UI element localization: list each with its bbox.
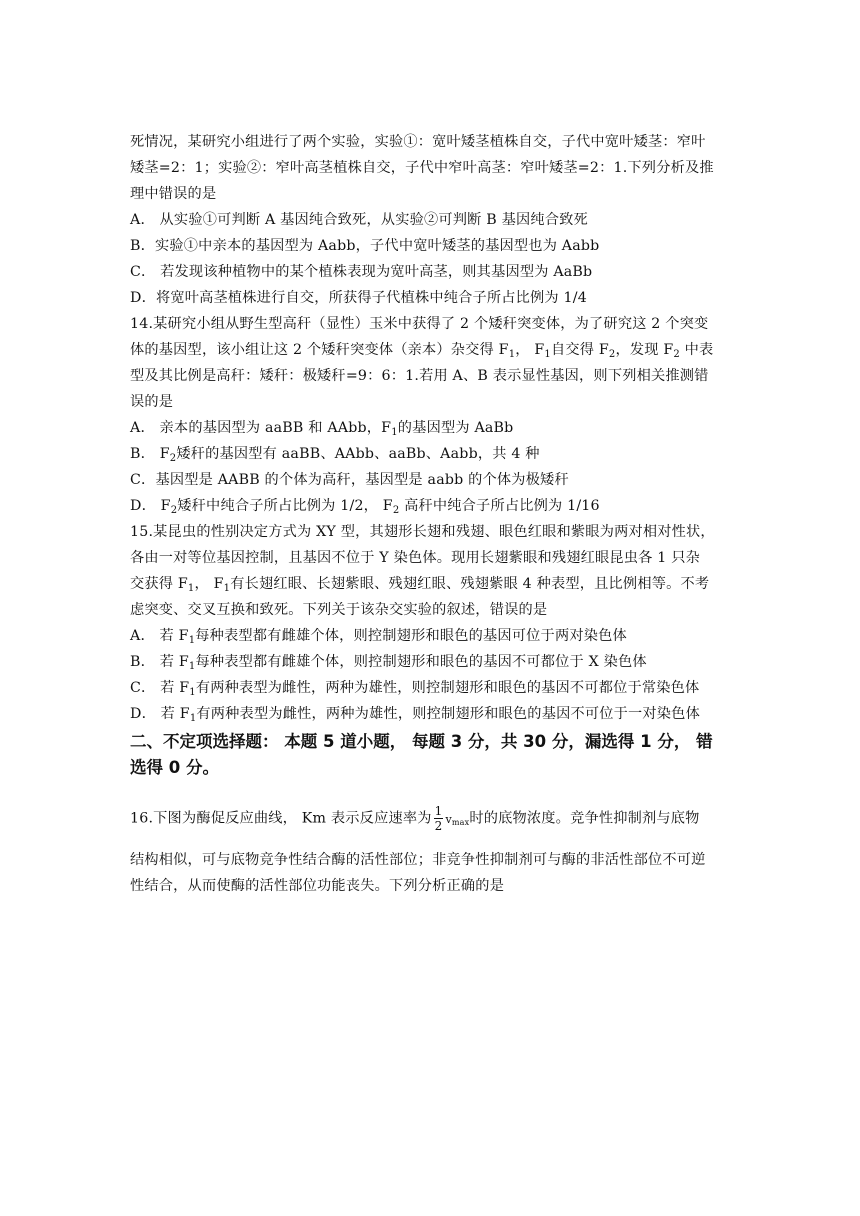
option-b: B．实验①中亲本的基因型为 Aabb，子代中宽叶矮茎的基因型也为 Aabb (130, 238, 600, 254)
question-14: 14.某研究小组从野生型高秆（显性）玉米中获得了 2 个矮秆突变体，为了研究这 2 个突变 (130, 316, 709, 332)
question-15: 15.某昆虫的性别决定方式为 XY 型，其翅形长翅和残翅、眼色红眼和紫眼为两对相对性状， (130, 524, 715, 540)
fraction: $\frac{1}{2}$ (434, 804, 443, 833)
option-c: C． 若发现该种植物中的某个植株表现为宽叶高茎，则其基因型为 AaBb (130, 264, 593, 280)
section-heading: 二、不定项选择题： 本题 5 道小题， 每题 3 分，共 30 分，漏选得 1 分， 错 (130, 732, 713, 751)
text-line: 型及其比例是高秆：矮秆：极矮秆=9：6：1.若用 A、B 表示显性基因，则下列相关推测错 (130, 368, 709, 384)
text-line: 误的是 (130, 394, 174, 410)
option-c: C． 若 $F_1$有两种表型为雌性，两种为雄性，则控制翅形和眼色的基因不可都位于常染色体 (130, 680, 700, 698)
option-a: A． 从实验①可判断 A 基因纯合致死，从实验②可判断 B 基因纯合致死 (130, 212, 588, 228)
section-heading: 选得 0 分。 (130, 758, 219, 777)
question-16: 16.下图为酶促反应曲线， Km 表示反应速率为 $\frac{1}{2}$ $v_{max}$时的底物浓度。竞争性抑制剂与底物 (130, 804, 700, 833)
vmax-symbol: $v_{max}$ (445, 812, 470, 827)
text-line: 矮茎=2：1；实验②：窄叶高茎植株自交，子代中窄叶高茎：窄叶矮茎=2：1.下列分析及推 (130, 160, 714, 176)
option-a: A． 亲本的基因型为 aaBB 和 AAbb，$F_1$的基因型为 AaBb (130, 420, 514, 438)
option-b: B． $F_2$矮秆的基因型有 aaBB、AAbb、aaBb、Aabb，共 4 种 (130, 446, 540, 464)
option-d: D．将宽叶高茎植株进行自交，所获得子代植株中纯合子所占比例为 1/4 (130, 290, 587, 306)
option-a: A． 若 $F_1$每种表型都有雌雄个体，则控制翅形和眼色的基因可位于两对染色体 (130, 628, 627, 646)
text-line: 死情况，某研究小组进行了两个实验，实验①：宽叶矮茎植株自交，子代中宽叶矮茎：窄叶 (130, 134, 706, 150)
text-line: 虑突变、交叉互换和致死。下列关于该杂交实验的叙述，错误的是 (130, 602, 548, 618)
option-c: C．基因型是 AABB 的个体为高秆，基因型是 aabb 的个体为极矮秆 (130, 472, 569, 488)
text-line: 性结合，从而使酶的活性部位功能丧失。下列分析正确的是 (130, 878, 505, 894)
text-line: 结构相似，可与底物竞争性结合酶的活性部位；非竞争性抑制剂可与酶的非活性部位不可逆 (130, 852, 706, 868)
text-line: 体的基因型，该小组让这 2 个矮秆突变体（亲本）杂交得 $F_1$， $F_1$自交得 $F_2$，发现 $F_2$ 中表 (130, 342, 714, 360)
text-line: 各由一对等位基因控制，且基因不位于 Y 染色体。现用长翅紫眼和残翅红眼昆虫各 1 只杂 (130, 550, 700, 566)
text-line: 交获得 $F_1$， $F_1$有长翅红眼、长翅紫眼、残翅红眼、残翅紫眼 4 种表型，且比例相等。不考 (130, 576, 710, 594)
option-d: D． $F_2$矮秆中纯合子所占比例为 1/2， $F_2$ 高秆中纯合子所占比例为 1/16 (130, 498, 600, 516)
option-b: B． 若 $F_1$每种表型都有雌雄个体，则控制翅形和眼色的基因不可都位于 X 染色体 (130, 654, 647, 672)
text-line: 理中错误的是 (130, 186, 217, 202)
option-d: D． 若 $F_1$有两种表型为雌性，两种为雄性，则控制翅形和眼色的基因不可位于一对染色体 (130, 706, 700, 724)
